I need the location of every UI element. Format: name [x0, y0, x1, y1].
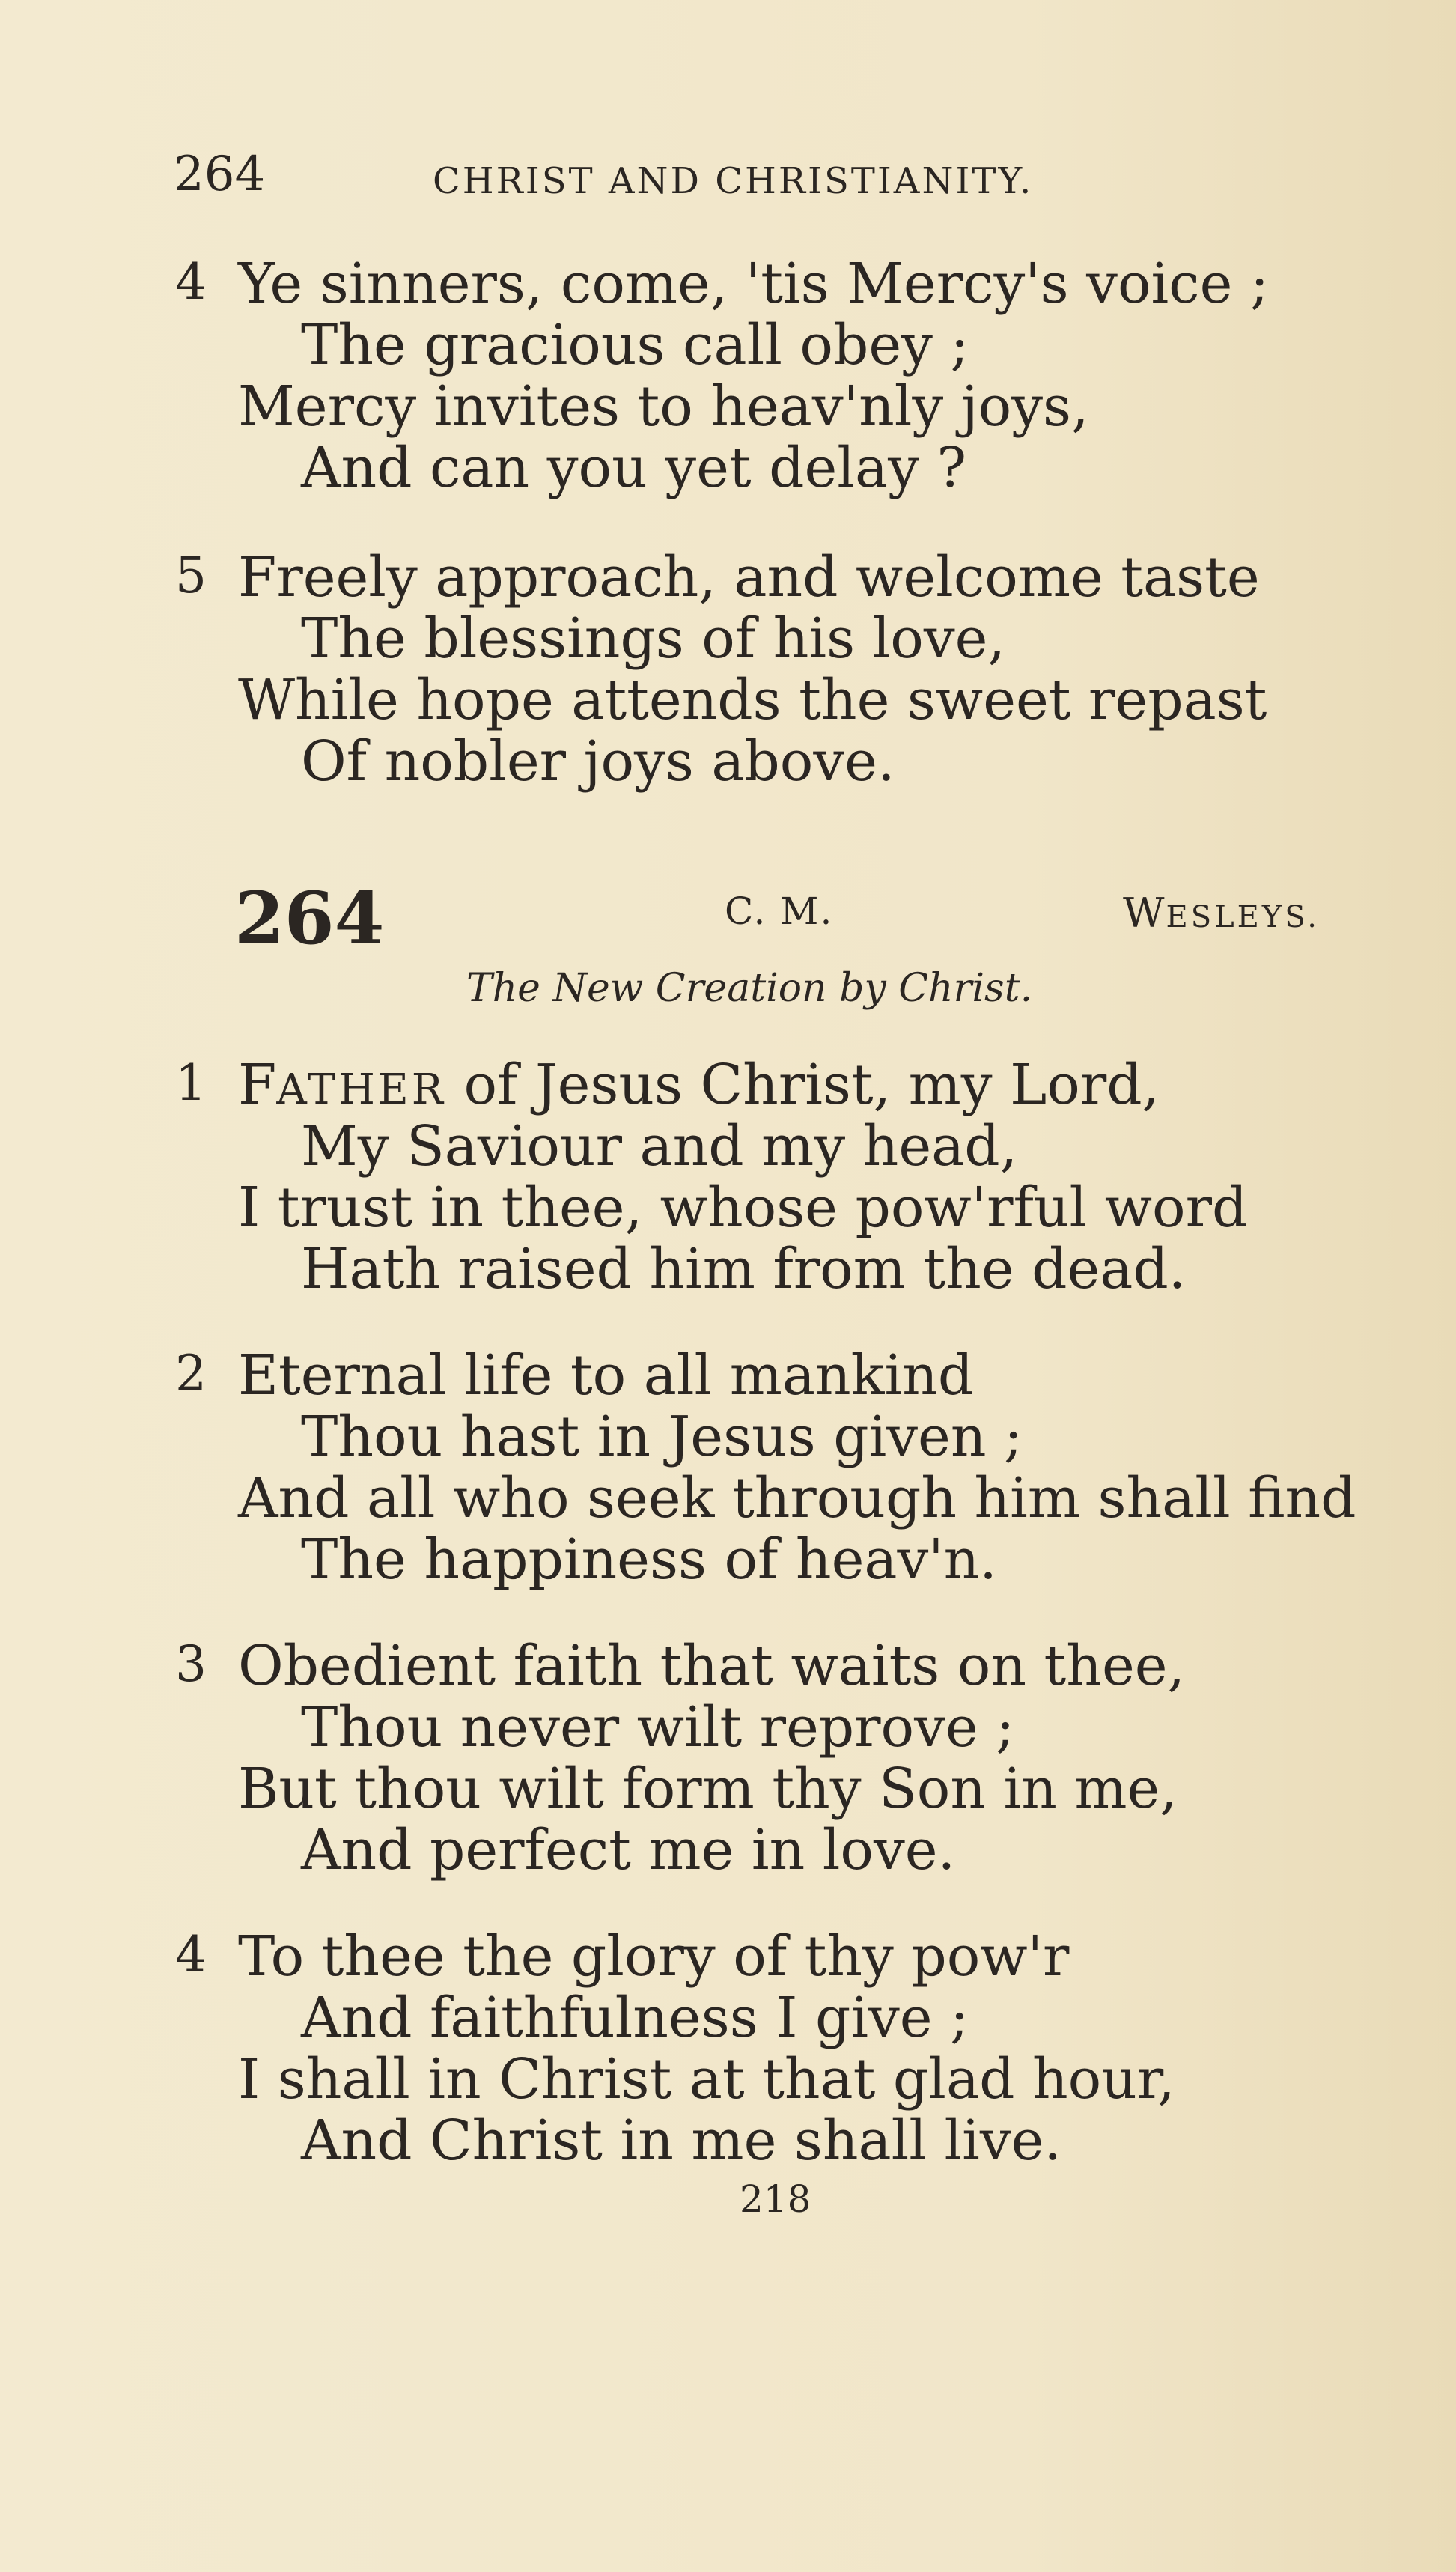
- first-initial: F: [238, 1053, 277, 1117]
- verse-line: I trust in thee, whose pow'rful word: [238, 1176, 1248, 1240]
- author-rest: ESLEYS.: [1166, 900, 1320, 934]
- verse-line: And can you yet delay ?: [301, 436, 967, 500]
- hymn-title: The New Creation by Christ.: [466, 966, 1033, 1011]
- footer-page-number: 218: [740, 2177, 811, 2221]
- verse-line: The gracious call obey ;: [301, 313, 969, 377]
- verse-line: Obedient faith that waits on thee,: [238, 1634, 1186, 1698]
- verse-line: And perfect me in love.: [301, 1818, 956, 1882]
- verse-number: 1: [175, 1054, 207, 1112]
- verse-line: And faithfulness I give ;: [301, 1986, 969, 2050]
- verse-line: [238, 1053, 1160, 1117]
- running-head: CHRIST AND CHRISTIANITY.: [433, 160, 1034, 202]
- verse-line: Ye sinners, come, 'tis Mercy's voice ;: [238, 252, 1269, 316]
- verse-line: The happiness of heav'n.: [301, 1527, 997, 1592]
- verse-number: 4: [175, 1926, 207, 1983]
- verse-line: And all who seek through him shall find: [238, 1466, 1356, 1530]
- verse-line: My Saviour and my head,: [301, 1114, 1018, 1179]
- verse-number: 4: [175, 253, 207, 311]
- verse-line: And Christ in me shall live.: [301, 2109, 1061, 2173]
- first-line-rest: of Jesus Christ, my Lord,: [445, 1053, 1160, 1117]
- hymn-meter: C. M.: [725, 890, 834, 933]
- verse-line: Thou never wilt reprove ;: [301, 1695, 1015, 1760]
- first-word-rest: ATHER: [276, 1065, 446, 1114]
- hymn-number: 264: [234, 876, 385, 961]
- verse-line: Eternal life to all mankind: [238, 1343, 974, 1408]
- verse-number: 2: [175, 1345, 207, 1402]
- verse-line: While hope attends the sweet repast: [238, 668, 1267, 732]
- verse-line: Freely approach, and welcome taste: [238, 545, 1260, 609]
- verse-line: Thou hast in Jesus given ;: [301, 1405, 1023, 1469]
- verse-line: I shall in Christ at that glad hour,: [238, 2047, 1175, 2112]
- header-page-number: 264: [174, 147, 266, 202]
- verse-line: Of nobler joys above.: [301, 729, 895, 794]
- verse-number: 5: [175, 547, 207, 604]
- verse-line: But thou wilt form thy Son in me,: [238, 1757, 1178, 1821]
- verse-line: The blessings of his love,: [301, 606, 1005, 671]
- verse-line: To thee the glory of thy pow'r: [238, 1924, 1070, 1989]
- verse-line: Hath raised him from the dead.: [301, 1237, 1187, 1301]
- verse-number: 3: [175, 1635, 207, 1693]
- verse-line: Mercy invites to heav'nly joys,: [238, 374, 1089, 439]
- hymn-author: [1123, 890, 1320, 937]
- author-initial: W: [1123, 890, 1166, 937]
